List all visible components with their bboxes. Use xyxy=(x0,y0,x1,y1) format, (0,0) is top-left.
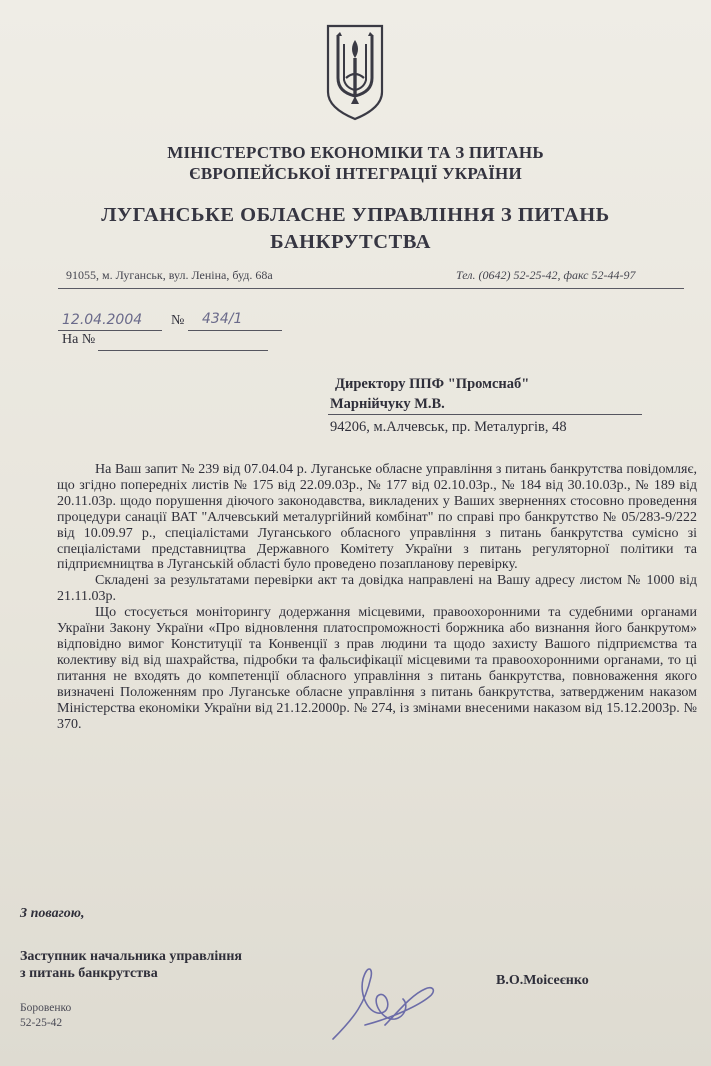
date-underline xyxy=(58,330,162,331)
body-paragraph-2: Складені за результатами перевірки акт та довідка направлені на Вашу адресу листом № 1000 від 21.11.03р. xyxy=(57,573,697,605)
executor-name: Боровенко xyxy=(20,1002,72,1014)
number-underline xyxy=(188,330,282,331)
body-paragraph-3: Що стосується моніторингу додержання місцевими, правоохоронними та судебними органами України Закону України «Про відновлення платоспроможності боржника або визнання його банкрутом» відповідно вимог Конституції та Конвенції з прав людини та щодо захисту Вашого підприємства та колективу від від шахрайства, підробки та фальсифікації місцевими та правоохоронними органами, то ці питання не входять до компетенції обласного управління з питань банкрутства, повноваження якого визначені Положенням про Луганське обласне управління з питань банкрутства, затвердженим наказом Міністерства економіки України від 21.12.2000р. № 274, із змінами внесеними наказом від 15.12.2003р. № 370. xyxy=(57,605,697,732)
recipient-underline xyxy=(328,414,642,415)
trident-emblem-icon xyxy=(324,22,386,122)
outgoing-number-label: № xyxy=(171,313,185,328)
office-title-line1: ЛУГАНСЬКЕ ОБЛАСНЕ УПРАВЛІННЯ З ПИТАНЬ xyxy=(101,204,610,226)
office-phones: Тел. (0642) 52-25-42, факс 52-44-97 xyxy=(456,268,636,282)
reply-underline xyxy=(98,350,268,351)
recipient-name: Марнійчуку М.В. xyxy=(330,396,445,412)
reply-to-label: На № xyxy=(62,332,96,347)
recipient-position: Директору ППФ "Промснаб" xyxy=(335,376,530,392)
ministry-title-line1: МІНІСТЕРСТВО ЕКОНОМІКИ ТА З ПИТАНЬ xyxy=(167,143,544,162)
outgoing-date: 12.04.2004 xyxy=(62,312,143,328)
body-paragraph-1: На Ваш запит № 239 від 07.04.04 р. Луганське обласне управління з питань банкрутства повідомляє, що згідно попередніх листів № 175 від 22.09.03р., № 177 від 02.10.03р., № 184 від 30.10.03р., № 189 від 20.11.03р. щодо порушення діючого законодавства, викладених у Ваших зверненнях стосовно проведення процедури санації ВАТ "Алчевський металургійний комбінат" по справі про банкрутство № 05/283-9/222 від 10.09.97 р., спеціалістами Луганського обласного управління з питань банкрутства сумісно зі спеціалістами представництва Державного Комітету України з питань регуляторної політики та підприємництва в Луганській області було проведено позапланову перевірку. xyxy=(57,462,697,573)
signatory-position-line1: Заступник начальника управління xyxy=(20,949,243,964)
letter-body xyxy=(57,462,697,732)
office-address: 91055, м. Луганськ, вул. Леніна, буд. 68а xyxy=(66,268,273,282)
ministry-title-line2: ЄВРОПЕЙСЬКОЇ ІНТЕГРАЦІЇ УКРАЇНИ xyxy=(189,164,522,183)
outgoing-number: 434/1 xyxy=(202,311,243,327)
closing-regards: З повагою, xyxy=(20,906,85,921)
header-divider xyxy=(58,288,684,289)
signatory-name: В.О.Моісеєнко xyxy=(496,973,589,988)
handwritten-signature xyxy=(325,955,445,1045)
recipient-address: 94206, м.Алчевськ, пр. Металургів, 48 xyxy=(330,419,567,435)
signatory-position-line2: з питань банкрутства xyxy=(20,966,158,981)
office-title-line2: БАНКРУТСТВА xyxy=(270,231,431,253)
executor-phone: 52-25-42 xyxy=(20,1017,63,1029)
